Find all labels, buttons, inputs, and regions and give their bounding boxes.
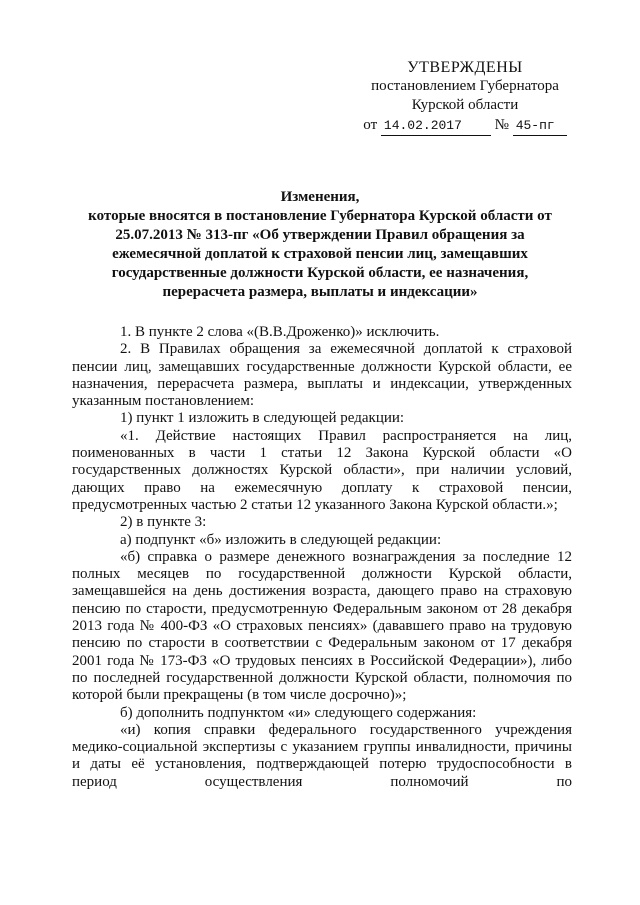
approval-title: УТВЕРЖДЕНЫ [407, 59, 523, 76]
paragraph: «1. Действие настоящих Правил распространяется на лиц, поименованных в части 1 статьи 12 Закона Курской области «О государственных должностях Курской области», при наличии условий, дающих право на ежемесячную доплату к страховой пенсии, предусмотренных частью 2 статьи 12 указанного Закона Курской области.»; [72, 427, 572, 513]
approval-number-field [513, 116, 567, 136]
approval-block [340, 58, 590, 136]
paragraph: а) подпункт «б» изложить в следующей редакции: [120, 531, 442, 548]
heading-subtitle: которые вносятся в постановление Губернатора Курской области от 25.07.2013 № 313-пг «Об утверждении Правил обращения за ежемесячной доплатой к страховой пенсии лиц, замещавших государственные должности Курской области, ее назначения, перерасчета размера, выплаты и индексации» [88, 208, 552, 300]
paragraph: «и) копия справки федерального государственного учреждения медико-социальной экспертизы с указанием группы инвалидности, причины и даты её установления, подтверждающей потерю трудоспособности в период осуществления полномочий по [72, 721, 572, 790]
approval-reference [340, 116, 590, 136]
heading-title: Изменения, [280, 189, 360, 205]
approval-from-label: от [363, 117, 378, 133]
paragraph: 1. В пункте 2 слова «(В.В.Дроженко)» исключить. [120, 324, 440, 340]
paragraph: 2) в пункте 3: [120, 514, 207, 531]
approval-line-1: постановлением Губернатора [371, 78, 559, 94]
paragraph: 1) пункт 1 изложить в следующей редакции: [120, 410, 405, 427]
approval-date: 14.02.2017 [383, 118, 462, 133]
paragraph: 2. В Правилах обращения за ежемесячной доплатой к страховой пенсии лиц, замещавших государственные должности Курской области, ее назначения, перерасчета размера, выплаты и индексации, утвержденных указанным постановлением: [72, 341, 572, 410]
approval-number: 45-пг [515, 118, 555, 133]
approval-number-label: № [494, 117, 509, 133]
document-heading [70, 188, 570, 302]
document-body [72, 324, 572, 791]
approval-date-field [381, 116, 491, 136]
paragraph: «б) справка о размере денежного вознаграждения за последние 12 полных месяцев по государственной должности Курской области, замещавшейся на день достижения возраста, дающего право на страховую пенсию по старости, предусмотренную Федеральным законом от 28 декабря 2013 года № 400-ФЗ «О страховых пенсиях» (дававшего право на трудовую пенсию по старости в соответствии с Федеральным законом от 17 декабря 2001 года № 173-ФЗ «О трудовых пенсиях в Российской Федерации»), либо по последней государственной должности Курской области, полномочия по которой были прекращены (в том числе досрочно)»; [72, 548, 572, 704]
approval-line-2: Курской области [411, 97, 519, 113]
paragraph: б) дополнить подпунктом «и» следующего содержания: [120, 704, 477, 721]
